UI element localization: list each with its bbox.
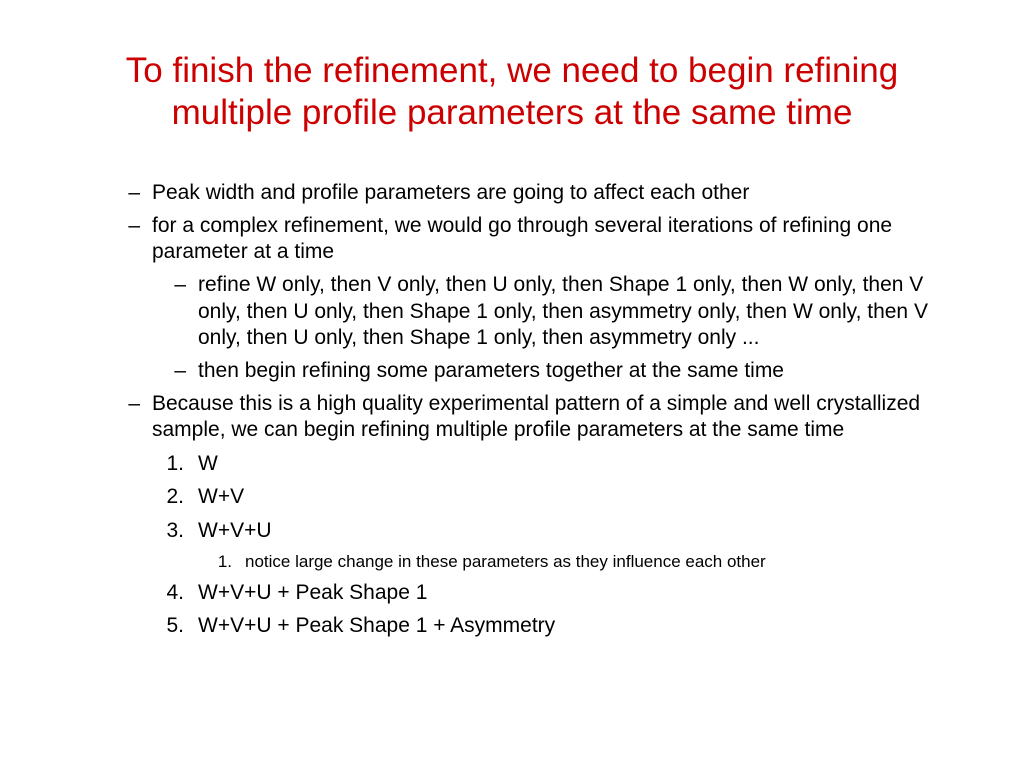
step-text: W+V+U + Peak Shape 1 [198, 580, 428, 604]
sub-bullet-text: then begin refining some parameters together at the same time [198, 358, 784, 382]
step-number: 5. [166, 614, 184, 638]
sub-bullet-text: refine W only, then V only, then U only, then Shape 1 only, then W only, then V only, then U only, then Shape 1 only, then asymmetry only, then W only, then V only, then U only, then Shape 1 only, then asymmetry only ... [198, 273, 928, 349]
dash-marker: – [174, 273, 186, 297]
sub-step-text: notice large change in these parameters as they influence each other [245, 551, 766, 571]
slide-title-line-1: To finish the refinement, we need to begin refining [125, 51, 899, 90]
bullet-text: Because this is a high quality experimental pattern of a simple and well crystallized sample, we can begin refining multiple profile parameters at the same time [152, 391, 921, 442]
step-text: W+V [198, 485, 245, 509]
dash-marker: – [128, 391, 140, 415]
numbered-step [0, 580, 1024, 606]
step-text: W+V+U + Peak Shape 1 + Asymmetry [198, 614, 556, 638]
numbered-step [0, 518, 1024, 544]
step-number: 2. [166, 485, 184, 509]
bullet-text: Peak width and profile parameters are going to affect each other [152, 181, 750, 204]
dash-marker: – [174, 358, 186, 382]
sub-bullet-item [0, 272, 1024, 350]
slide-title [40, 50, 984, 134]
step-text: W+V+U [198, 518, 272, 542]
slide-body [0, 180, 1024, 646]
bullet-text: for a complex refinement, we would go through several iterations of refining one parameter at a time [152, 214, 893, 264]
bullet-item [0, 180, 1024, 206]
bullet-item [0, 391, 1024, 443]
dash-marker: – [128, 214, 140, 238]
numbered-sub-step [0, 551, 1024, 572]
step-number: 1. [166, 452, 184, 476]
step-number: 3. [166, 518, 184, 542]
slide-title-line-2: multiple profile parameters at the same time [171, 93, 853, 132]
numbered-step [0, 613, 1024, 639]
dash-marker: – [128, 181, 140, 204]
bullet-item [0, 213, 1024, 265]
numbered-step [0, 451, 1024, 477]
numbered-step [0, 484, 1024, 510]
step-number: 4. [166, 580, 184, 604]
sub-step-number: 1. [217, 551, 232, 571]
sub-bullet-item [0, 358, 1024, 384]
step-text: W [198, 452, 218, 476]
